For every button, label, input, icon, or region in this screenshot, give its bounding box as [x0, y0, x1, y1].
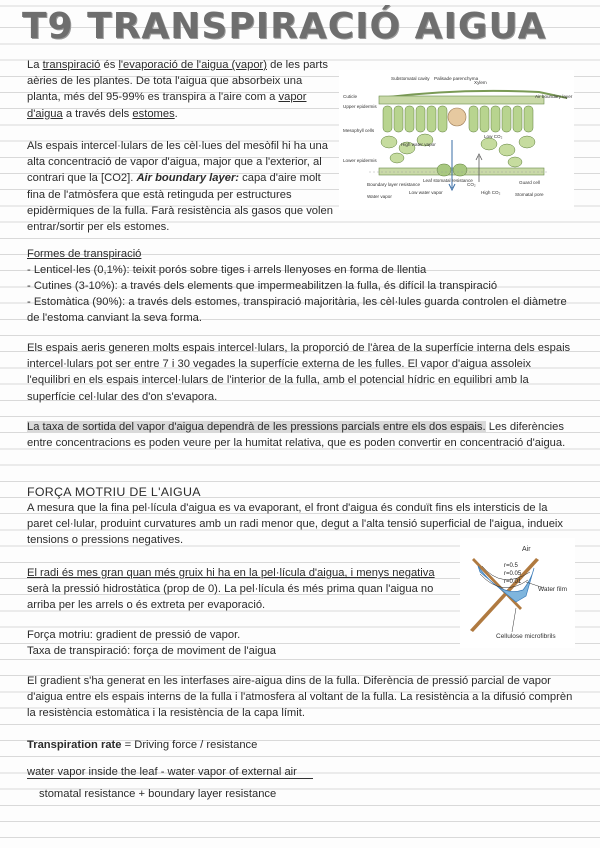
fig-label-r-001: r=0.01 — [504, 579, 522, 585]
fraction-bar — [27, 778, 313, 779]
fig-label-low-co2: Low CO₂ — [484, 134, 503, 139]
fig-label-r-05: r=0.5 — [504, 563, 518, 569]
text-fragment: La — [27, 59, 43, 71]
fig-label-water-film: Water film — [538, 586, 568, 593]
fig-label-palisade: Palisade parenchyma — [434, 76, 479, 81]
text-fragment: és — [100, 59, 119, 71]
paragraph-forca-2 — [27, 565, 447, 614]
page-title: T9 TRANSPIRACIÓ AIGUA — [22, 6, 547, 47]
fig-label-cuticle: Cuticle — [343, 94, 358, 99]
intro-paragraph-2 — [27, 138, 335, 235]
paragraph-espais-aeris: Els espais aeris generen molts espais intercel·lulars, la proporció de l'àrea de la superfície interna dels espais intercel·lulars pot ser entre 7 i 30 vegades la superfície externa de les fulles. El vapor d'aigua assoleix l'equilibri en els espais intercel·lulars de l'interior de la fulla, amb el potencial hídric en equilibri amb la superfície cel·lular des d'on s'evapora. — [27, 342, 571, 403]
text-fragment: a través dels — [62, 107, 133, 120]
fig-label-r-005: r=0.05 — [504, 571, 522, 577]
term-air-boundary-layer: Air boundary layer: — [136, 172, 240, 185]
text-fragment: Als espais intercel·lulars de les cèl·lues del mesòfil hi ha una alta concentració de vapor d'aigua, major que a l'exterior, al contrari que la [CO2]. — [27, 140, 328, 185]
formula-term: Transpiration rate — [27, 739, 122, 751]
fig-label-xylem: Xylem — [474, 80, 487, 85]
fig-label-air-boundary-layer: Air boundary layer — [535, 94, 573, 99]
fig-label-boundary-layer-resistance: Boundary layer resistance — [367, 182, 421, 187]
formula-numerator: water vapor inside the leaf - water vapor of external air — [27, 766, 297, 778]
text-fragment: Les diferències entre concentracions es poden veure per la humitat relativa, que es poden convertir en concentració d'aigua. — [27, 421, 566, 450]
fig-label-cellulose-microfibrils: Cellulose microfibrils — [496, 633, 556, 640]
underlined-sentence: El radi és mes gran quan més gruix hi ha en la pel·lícula d'aigua, i menys negativa — [27, 567, 435, 579]
fig-label-high-co2: High CO₂ — [481, 190, 501, 195]
water-film-figure — [460, 538, 575, 648]
paragraph-taxa-sortida — [27, 419, 573, 451]
fig-label-substomatal-cavity: Substomatal cavity — [391, 76, 430, 81]
formula-line — [27, 737, 573, 753]
fig-label-low-water-vapor: Low water vapor — [409, 190, 443, 195]
formula-equation: = Driving force / resistance — [121, 739, 258, 751]
forms-heading: Formes de transpiració — [27, 248, 142, 260]
fig-label-lower-epidermis: Lower epidermis — [343, 158, 377, 163]
fig-label-mesophyll: Mesophyll cells — [343, 128, 375, 133]
term-estomes: estomes — [132, 107, 175, 120]
fig-label-guard-cell: Guard cell — [519, 180, 540, 185]
forms-item-estomatica: - Estomàtica (90%): a través dels estomes, transpiració majoritària, les cèl·lules guarda controlen el diàmetre de l'estoma canviant la seva forma. — [27, 296, 567, 325]
text-fragment: serà la pressió hidrostàtica (prop de 0). La pel·lícula és més prima quan l'aigua no arriba per les arrels o és extreta per evaporació. — [27, 583, 434, 612]
text-fragment: capa d'aire molt fina de l'atmòsfera que està retinguda per estructures epidèrmiques de la fulla. Farà resistència als gasos que volen entrar/sortir per els estomes. — [27, 172, 333, 234]
fig-label-water-vapor: Water vapor — [367, 194, 392, 199]
intro-paragraph-1 — [27, 57, 329, 122]
term-vapor: vapor d'aigua — [27, 91, 307, 120]
fig-label-high-water-vapor: High water vapor — [401, 142, 436, 147]
term-transpiracio: transpiració — [42, 59, 101, 71]
forms-item-lenticeles: - Lenticel·les (0,1%): teixit porós sobre tiges i arrels llenyoses en forma de llentia — [27, 264, 427, 276]
paragraph-forca-1: A mesura que la fina pel·lícula d'aigua es va evaporant, el front d'aigua és conduït fins els intersticis de la paret cel·lular, produint curvatures amb un radi menor que, degut a l'alta tensió superficial de l'aigua, indueix tensions o pressions negatives. — [27, 502, 563, 547]
fig-label-leaf-stomatal-resistance: Leaf stomatal resistance — [423, 178, 473, 183]
fig-label-co2: CO₂ — [467, 182, 476, 187]
forms-item-cutines: - Cutines (3-10%): a través dels elements que impermeabilitzen la fulla, és difícil la transpiració — [27, 280, 498, 292]
text-fragment: . — [174, 107, 178, 120]
driving-force-line: Força motriu: gradient de pressió de vapor. — [27, 629, 241, 641]
text-fragment: de les parts aèries de les plantes. De tota l'aigua que absorbeix una planta, més del 95-99% es transpira a l'aire com a — [27, 59, 328, 104]
leaf-cross-section-figure — [339, 70, 574, 210]
section-heading-forca-motriu: FORÇA MOTRIU DE L'AIGUA — [27, 485, 201, 499]
formula-denominator: stomatal resistance + boundary layer resistance — [39, 788, 277, 800]
fig-label-stomatal-pore: Stomatal pore — [515, 192, 544, 197]
paragraph-gradient: El gradient s'ha generat en les interfases aire-aigua dins de la fulla. Diferència de pressió parcial de vapor d'aigua entre els espais interns de la fulla i l'atmosfera al voltant de la fulla. La resistència a la difusió comprèn la resistència estomàtica i la resistència de la capa límit. — [27, 675, 573, 720]
transpiration-rate-line: Taxa de transpiració: força de moviment de l'aigua — [27, 645, 277, 657]
highlighted-sentence: La taxa de sortida del vapor d'aigua dependrà de les pressions parcials entre els dos espais. — [27, 421, 486, 433]
fig-label-upper-epidermis: Upper epidermis — [343, 104, 377, 109]
term-evaporacio: l'evaporació de l'aigua (vapor) — [118, 59, 267, 71]
fig-label-air: Air — [522, 546, 531, 553]
